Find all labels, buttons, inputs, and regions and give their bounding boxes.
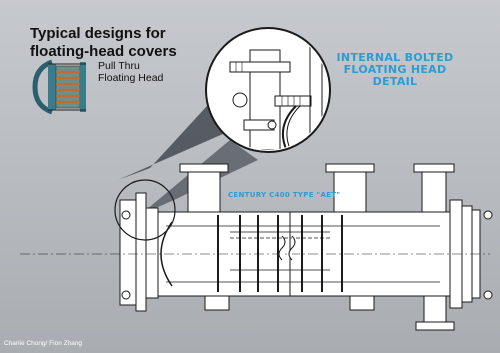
title-line-2: floating-head covers — [30, 43, 177, 60]
type-label: CENTURY C400 TYPE "AET" — [228, 191, 341, 199]
caption-line-1: Pull Thru — [98, 60, 140, 72]
title-line-1: Typical designs for — [30, 25, 166, 42]
icon-caption — [98, 60, 163, 84]
caption-line-2: Floating Head — [98, 72, 164, 84]
detail-line-2: FLOATING HEAD — [343, 63, 447, 76]
detail-line-1: INTERNAL BOLTED — [336, 51, 454, 64]
slide-title — [30, 25, 177, 61]
credit-text: Charlie Chong/ Fion Zhang — [4, 340, 83, 347]
detail-line-3: DETAIL — [372, 75, 418, 88]
floating-head-icon — [35, 62, 86, 112]
detail-label — [330, 52, 460, 88]
